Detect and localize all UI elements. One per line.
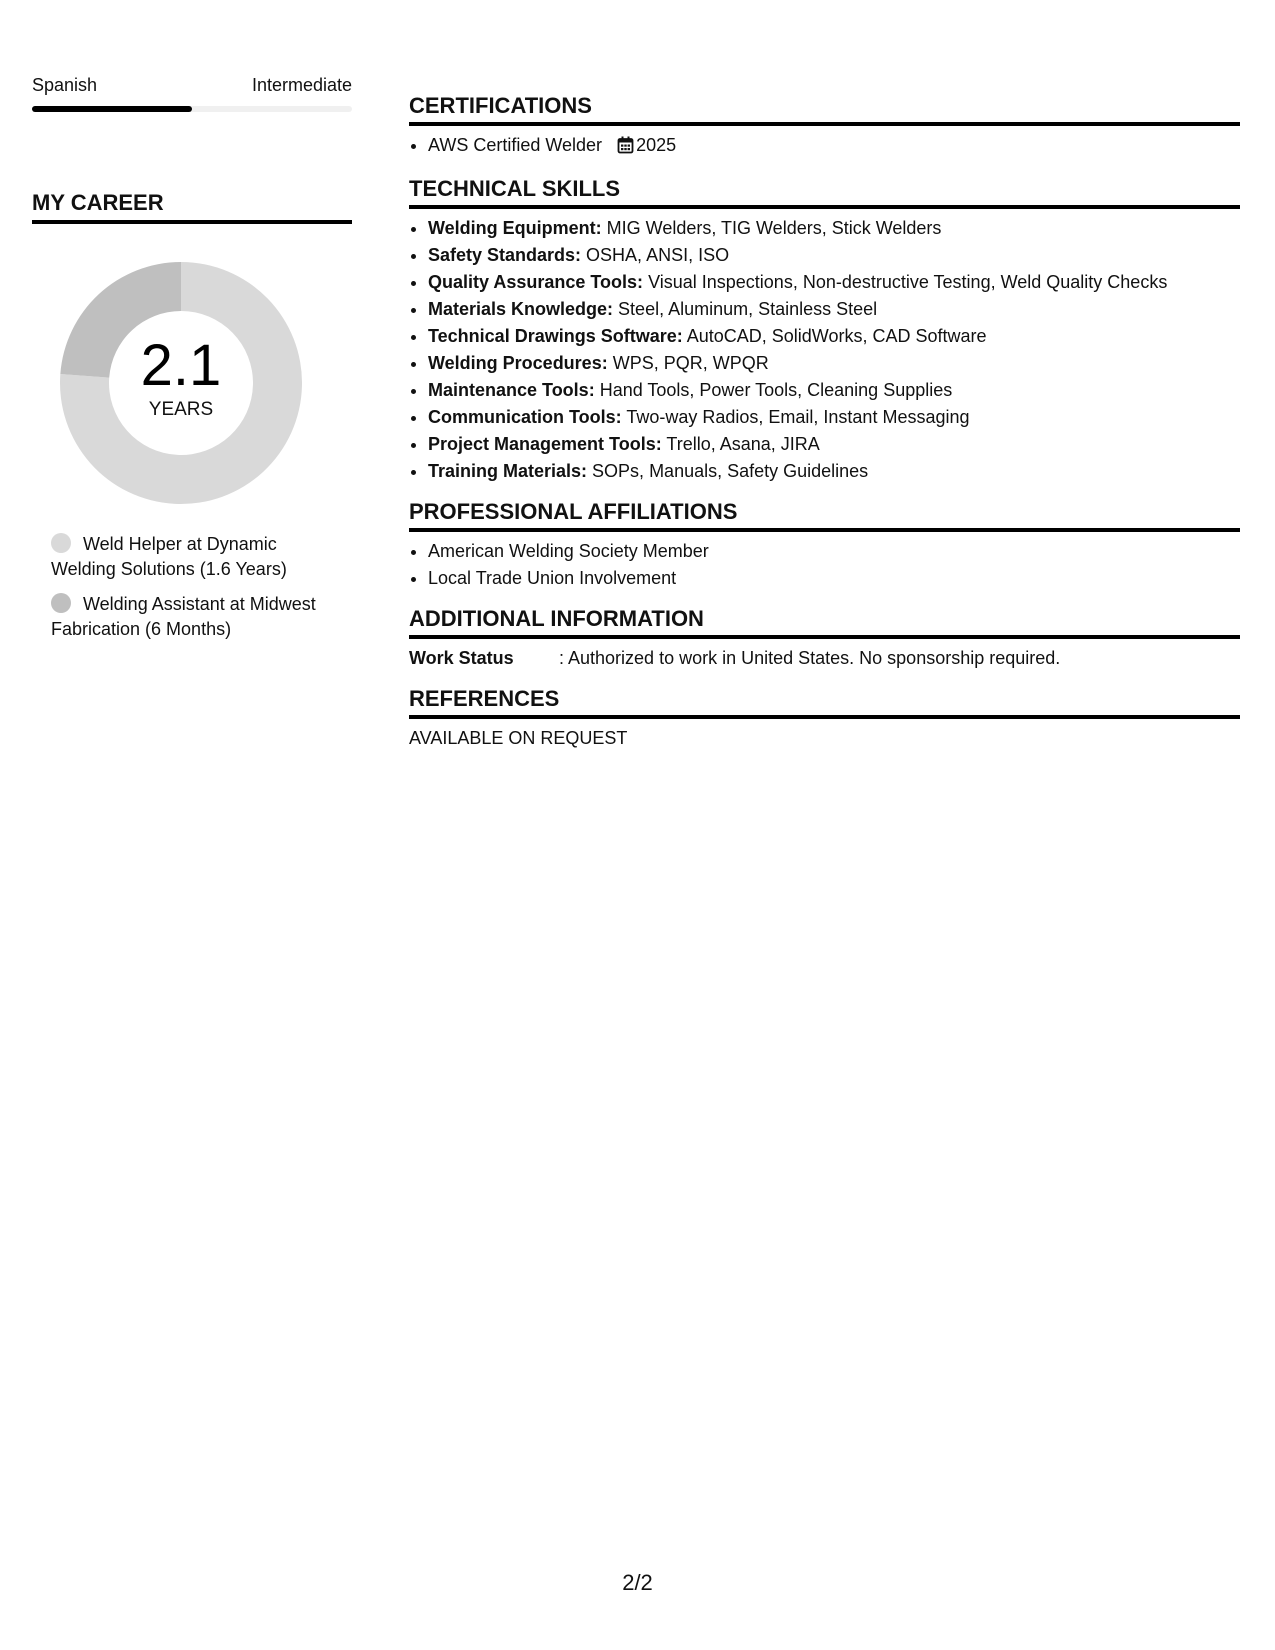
skill-value: Steel, Aluminum, Stainless Steel <box>613 299 878 319</box>
work-status-label: Work Status <box>409 648 514 668</box>
skill-value: OSHA, ANSI, ISO <box>581 245 730 265</box>
skill-item <box>428 242 1240 269</box>
career-heading: MY CAREER <box>32 190 352 224</box>
work-status-row <box>409 645 1240 672</box>
certification-year: 2025 <box>636 135 677 155</box>
right-column <box>409 93 1240 752</box>
skill-value: SOPs, Manuals, Safety Guidelines <box>587 461 869 481</box>
left-column <box>32 72 352 652</box>
skill-item <box>428 404 1240 431</box>
affiliations-list <box>409 538 1240 592</box>
skill-label: Quality Assurance Tools: <box>428 272 644 292</box>
skill-label: Welding Equipment: <box>428 218 602 238</box>
skill-value: WPS, PQR, WPQR <box>607 353 769 373</box>
skill-item <box>428 431 1240 458</box>
language-row <box>32 72 352 98</box>
affiliations-heading: PROFESSIONAL AFFILIATIONS <box>409 499 1240 532</box>
career-position-label: Welding Assistant at Midwest Fabrication (6 Months) <box>51 594 316 639</box>
affiliation-item: • Local Trade Union Involvement <box>428 565 1240 592</box>
certification-item <box>428 132 1240 162</box>
legend-dot-icon <box>51 593 71 613</box>
calendar-icon <box>617 135 634 162</box>
skill-value: Visual Inspections, Non-destructive Testing, Weld Quality Checks <box>643 272 1168 292</box>
certification-name: AWS Certified Welder <box>428 135 603 155</box>
skill-label: Project Management Tools: <box>428 434 662 454</box>
skill-label: Welding Procedures: <box>428 353 608 373</box>
skill-item <box>428 377 1240 404</box>
skill-value: Trello, Asana, JIRA <box>661 434 820 454</box>
skill-label: Communication Tools: <box>428 407 622 427</box>
skill-item <box>428 458 1240 485</box>
language-progress-bar <box>32 106 352 112</box>
language-level: Intermediate <box>251 75 352 95</box>
page-number: 2/2 <box>622 1570 653 1595</box>
language-progress-fill <box>32 106 192 112</box>
certifications-list <box>409 132 1240 162</box>
skill-item <box>428 269 1240 296</box>
skill-label: Training Materials: <box>428 461 588 481</box>
work-status-value: : Authorized to work in United States. No sponsorship required. <box>559 648 1061 668</box>
language-name: Spanish <box>32 75 98 95</box>
career-donut-chart <box>56 258 306 508</box>
affiliation-item: • American Welding Society Member <box>428 538 1240 565</box>
career-legend <box>51 532 341 642</box>
skill-item <box>428 215 1240 242</box>
career-total-years: 2.1 <box>140 333 222 398</box>
skill-label: Maintenance Tools: <box>428 380 595 400</box>
skill-label: Safety Standards: <box>428 245 582 265</box>
technical-skills-heading: TECHNICAL SKILLS <box>409 176 1240 209</box>
skill-item <box>428 296 1240 323</box>
references-text: AVAILABLE ON REQUEST <box>409 728 628 748</box>
legend-dot-icon <box>51 533 71 553</box>
skill-value: MIG Welders, TIG Welders, Stick Welders <box>601 218 942 238</box>
career-position-label: Weld Helper at Dynamic Welding Solutions (1.6 Years) <box>51 534 287 579</box>
skill-item <box>428 323 1240 350</box>
skill-value: AutoCAD, SolidWorks, CAD Software <box>682 326 987 346</box>
skill-label: Technical Drawings Software: <box>428 326 683 346</box>
career-legend-item <box>51 532 341 582</box>
skill-item <box>428 350 1240 377</box>
career-years-label: YEARS <box>148 399 214 420</box>
skill-value: Hand Tools, Power Tools, Cleaning Supplies <box>594 380 953 400</box>
references-heading: REFERENCES <box>409 686 1240 719</box>
skill-label: Materials Knowledge: <box>428 299 614 319</box>
additional-info-heading: ADDITIONAL INFORMATION <box>409 606 1240 639</box>
certifications-heading: CERTIFICATIONS <box>409 93 1240 126</box>
career-legend-item <box>51 592 341 642</box>
skill-value: Two-way Radios, Email, Instant Messaging <box>621 407 970 427</box>
technical-skills-list <box>409 215 1240 485</box>
